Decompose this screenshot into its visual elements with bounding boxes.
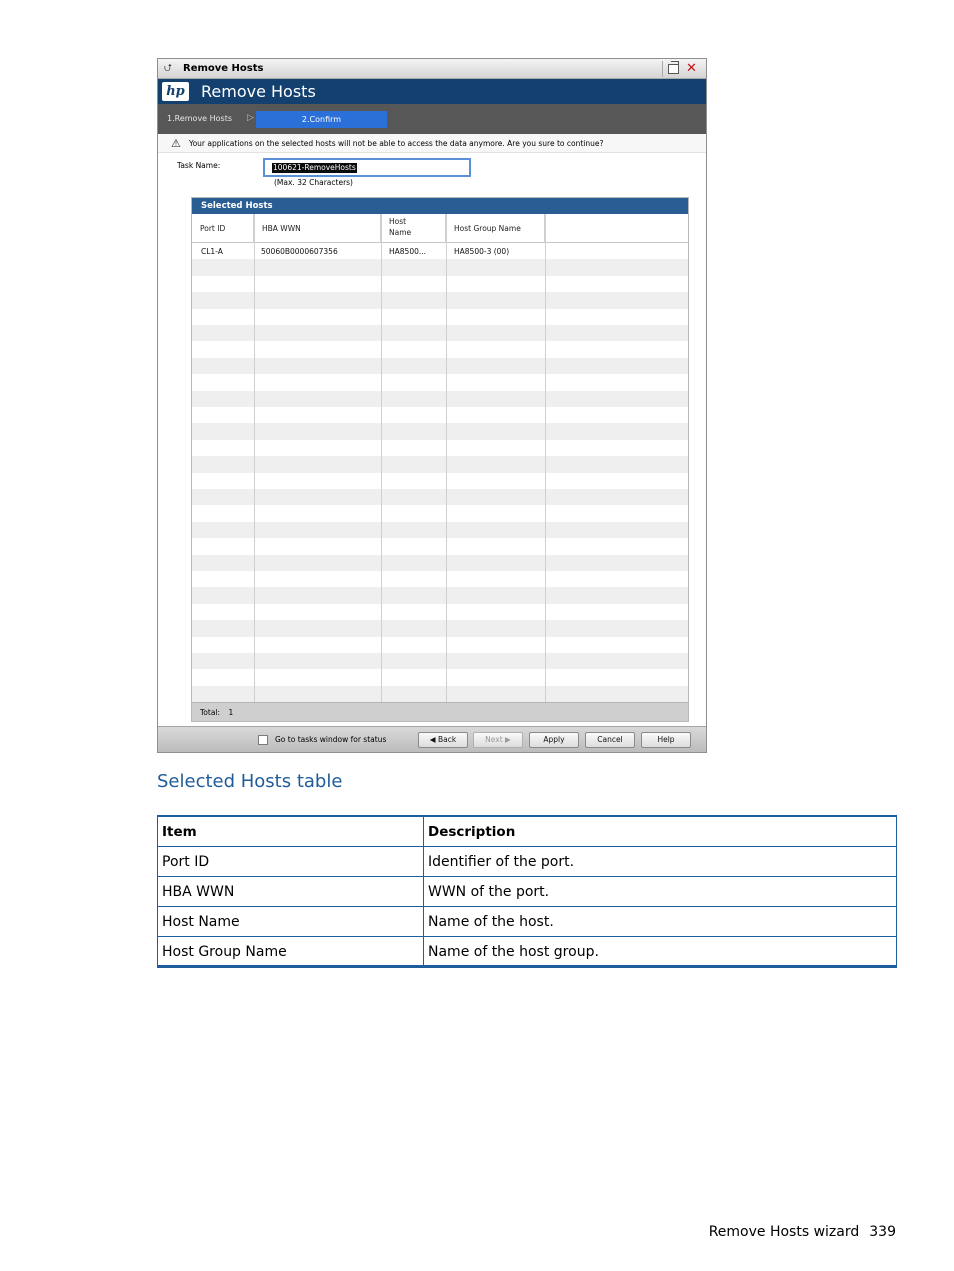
remove-hosts-wizard-window	[157, 58, 707, 753]
table-rows	[192, 243, 688, 702]
table-row	[192, 571, 688, 587]
wizard-title: Remove Hosts	[201, 82, 316, 101]
page-number: 339	[869, 1224, 896, 1240]
table-row	[192, 555, 688, 571]
table-row	[192, 423, 688, 439]
table-row	[192, 538, 688, 554]
next-button[interactable]: Next ▶	[473, 732, 523, 748]
task-name-label: Task Name:	[177, 161, 221, 170]
help-button[interactable]: Help	[641, 732, 691, 748]
table-row	[192, 440, 688, 456]
description-cell: Identifier of the port.	[424, 846, 897, 876]
task-name-value: 100621-RemoveHosts	[273, 163, 356, 172]
cell-host-group-name: HA8500-3 (00)	[454, 247, 510, 256]
total-label: Total:	[200, 708, 221, 717]
table-row	[192, 292, 688, 308]
description-table	[157, 815, 897, 968]
column-header-empty	[545, 214, 688, 243]
column-header-host-name[interactable]: Host Name	[381, 214, 446, 243]
selected-hosts-table	[191, 197, 689, 722]
table-row	[192, 522, 688, 538]
cancel-button[interactable]: Cancel	[585, 732, 635, 748]
warning-icon: ⚠	[171, 137, 181, 150]
item-cell: HBA WWN	[158, 876, 424, 906]
table-row	[192, 686, 688, 702]
item-cell: Port ID	[158, 846, 424, 876]
column-divider	[254, 214, 255, 702]
table-row	[192, 325, 688, 341]
item-cell: Host Group Name	[158, 936, 424, 966]
task-name-hint: (Max. 32 Characters)	[274, 178, 353, 187]
header-item: Item	[158, 816, 424, 846]
selected-hosts-title: Selected Hosts	[192, 198, 688, 214]
column-divider	[381, 214, 382, 702]
table-row	[192, 473, 688, 489]
table-row	[192, 391, 688, 407]
table-row	[192, 259, 688, 275]
restore-window-icon[interactable]	[668, 64, 679, 74]
window-titlebar	[158, 59, 706, 79]
task-name-input[interactable]	[263, 158, 471, 177]
cell-host-name: HA8500...	[389, 247, 427, 256]
back-arrow-icon: ◀	[429, 735, 436, 744]
cell-hba-wwn: 50060B0000607356	[261, 247, 338, 256]
status-checkbox-label: Go to tasks window for status	[275, 735, 387, 744]
apply-button[interactable]: Apply	[529, 732, 579, 748]
table-row	[158, 906, 897, 936]
footer-title: Remove Hosts wizard	[708, 1224, 860, 1240]
table-row[interactable]	[192, 243, 688, 259]
step-chevron-icon: ▷	[247, 113, 254, 123]
column-header-hba-wwn[interactable]: HBA WWN	[254, 214, 381, 243]
column-divider	[545, 214, 546, 702]
status-checkbox[interactable]	[258, 735, 268, 745]
table-total	[192, 702, 688, 722]
step-remove-hosts[interactable]: 1.Remove Hosts	[167, 114, 233, 123]
step-confirm[interactable]: 2.Confirm	[256, 111, 387, 128]
table-row	[192, 358, 688, 374]
table-header-row	[158, 816, 897, 846]
table-row	[192, 489, 688, 505]
table-row	[192, 276, 688, 292]
table-row	[192, 407, 688, 423]
page-footer	[709, 1222, 896, 1242]
next-arrow-icon: ▶	[505, 735, 511, 744]
hp-logo-icon: hp	[162, 82, 189, 101]
table-row	[192, 309, 688, 325]
table-row	[192, 620, 688, 636]
table-row	[158, 846, 897, 876]
description-cell: Name of the host group.	[424, 936, 897, 966]
wizard-button-bar	[158, 726, 706, 752]
table-row	[192, 587, 688, 603]
table-row	[158, 936, 897, 966]
section-heading: Selected Hosts table	[157, 771, 343, 792]
table-row	[192, 341, 688, 357]
column-header-host-group-name[interactable]: Host Group Name	[446, 214, 545, 243]
total-value: 1	[228, 708, 234, 717]
table-row	[192, 637, 688, 653]
description-cell: WWN of the port.	[424, 876, 897, 906]
warning-banner	[158, 134, 706, 153]
cell-port-id: CL1-A	[201, 247, 223, 256]
table-row	[192, 653, 688, 669]
table-row	[192, 374, 688, 390]
collapse-icon[interactable]: ⮍	[164, 63, 173, 74]
window-title: Remove Hosts	[183, 63, 264, 74]
wizard-header	[158, 79, 706, 104]
column-header-port-id[interactable]: Port ID	[192, 214, 254, 243]
close-icon[interactable]: ✕	[686, 61, 697, 76]
table-row	[158, 876, 897, 906]
table-row	[192, 669, 688, 685]
header-description: Description	[424, 816, 897, 846]
warning-text: Your applications on the selected hosts will not be able to access the data anymore. Are you sure to continue?	[189, 139, 604, 148]
column-divider	[446, 214, 447, 702]
table-row	[192, 456, 688, 472]
item-cell: Host Name	[158, 906, 424, 936]
table-row	[192, 505, 688, 521]
table-row	[192, 604, 688, 620]
titlebar-divider	[662, 61, 663, 77]
wizard-steps	[158, 104, 706, 134]
description-cell: Name of the host.	[424, 906, 897, 936]
back-button[interactable]: ◀ Back	[418, 732, 468, 748]
